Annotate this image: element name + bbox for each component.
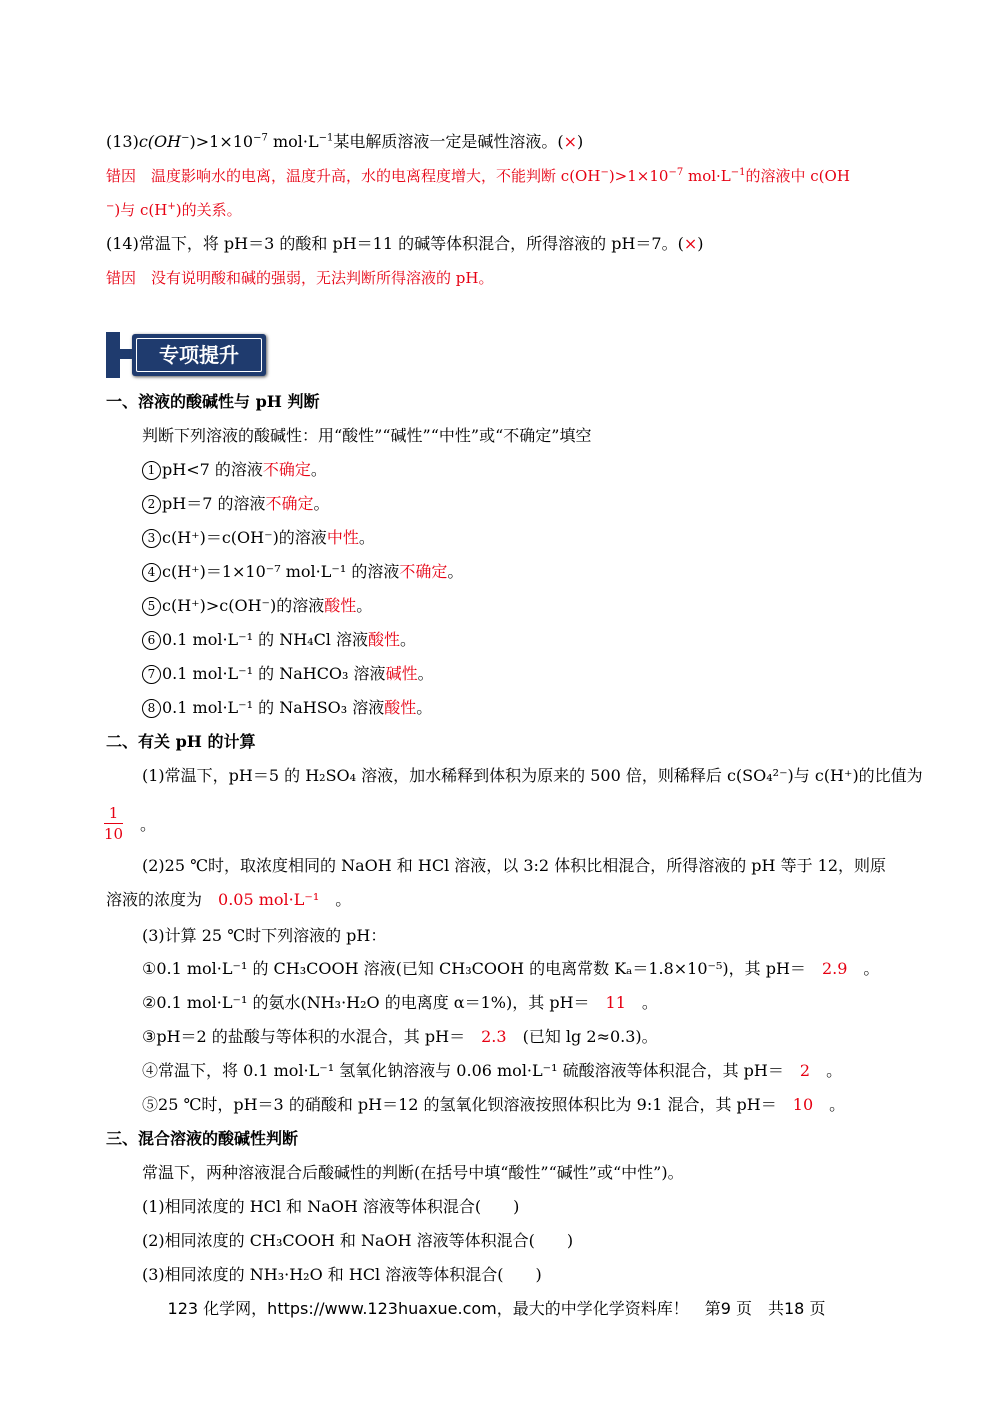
section-header-title: 专项提升 [136,338,262,372]
answer: 0.05 mol·L⁻¹ [218,890,320,909]
answer: 不确定 [399,562,448,581]
item-14-statement: (14)常温下，将 pH＝3 的酸和 pH＝11 的碱等体积混合，所得溶液的 pH＝7。(×) [106,234,704,253]
judge-item-1: 1 pH<7 的溶液不确定。 [142,459,327,481]
calc-problem-1: (1)常温下，pH＝5 的 H₂SO₄ 溶液，加水稀释到体积为原来的 500 倍，则稀释后 c(SO₄²⁻)与 c(H⁺)的比值为 [142,766,923,785]
judge-item-5: 5 c(H⁺)>c(OH⁻)的溶液酸性。 [142,595,372,617]
answer-fraction: $\frac{1}{10}$ [104,804,124,843]
calc-problem-1-end: 。 [140,815,157,834]
section-1-title: 一、溶液的酸碱性与 pH 判断 [106,392,320,411]
item-13-error-reason-cont: −)与 c(H+)的关系。 [106,201,242,219]
answer: 11 [605,993,626,1012]
judge-item-8: 8 0.1 mol·L⁻¹ 的 NaHSO₃ 溶液酸性。 [142,697,432,719]
calc-problem-2: (2)25 ℃时，取浓度相同的 NaOH 和 HCl 溶液，以 3:2 体积比相混合，所得溶液的 pH 等于 12，则原 [142,856,887,875]
wrong-mark: × [563,132,577,151]
judge-item-6: 6 0.1 mol·L⁻¹ 的 NH₄Cl 溶液酸性。 [142,629,416,651]
answer: 不确定 [265,494,314,513]
calc-problem-2-cont: 溶液的浓度为 0.05 mol·L⁻¹ 。 [106,890,352,909]
page-footer: 123 化学网，https://www.123huaxue.com，最大的中学化学资料库！ 第9 页 共18 页 [167,1299,826,1318]
mix-item-1: (1)相同浓度的 HCl 和 NaOH 溶液等体积混合( ) [142,1197,520,1216]
item-13-error-reason: 错因 温度影响水的电离，温度升高，水的电离程度增大，不能判断 $c(OH^-)>1\times 10^{-7}$ $mol\cdot L^{-1}$的溶液中 c(OH [106,167,850,185]
answer: 酸性 [324,596,357,615]
answer: 酸性 [384,698,417,717]
calc-item-5: ⑤25 ℃时，pH＝3 的硝酸和 pH＝12 的氢氧化钡溶液按照体积比为 9:1 混合，其 pH＝ 10 。 [142,1095,846,1114]
section-3-title: 三、混合溶液的酸碱性判断 [106,1129,299,1148]
answer: 2.3 [481,1027,507,1046]
wrong-mark: × [683,234,698,253]
item-14-error-reason: 错因 没有说明酸和碱的强弱，无法判断所得溶液的 pH。 [106,269,494,287]
calc-item-4: ④常温下，将 0.1 mol·L⁻¹ 氢氧化钠溶液与 0.06 mol·L⁻¹ 硫酸溶液等体积混合，其 pH＝ 2 。 [142,1061,843,1080]
judge-item-4: 4 c(H⁺)＝1×10⁻⁷ mol·L⁻¹ 的溶液不确定。 [142,561,463,583]
answer: 碱性 [385,664,418,683]
answer: 酸性 [368,630,401,649]
mix-item-3: (3)相同浓度的 NH₃·H₂O 和 HCl 溶液等体积混合( ) [142,1265,542,1284]
judge-item-3: 3 c(H⁺)＝c(OH⁻)的溶液中性。 [142,527,375,549]
answer: 中性 [326,528,359,547]
answer: 不确定 [262,460,311,479]
mix-item-2: (2)相同浓度的 CH₃COOH 和 NaOH 溶液等体积混合( ) [142,1231,574,1250]
item-13-statement: $(13)c(OH^-)>1\times 10^{-7}$ $mol\cdot L^{-1}$某电解质溶液一定是碱性溶液。(×) [106,132,584,151]
judge-item-7: 7 0.1 mol·L⁻¹ 的 NaHCO₃ 溶液碱性。 [142,663,434,685]
section-1-intro: 判断下列溶液的酸碱性：用“酸性”“碱性”“中性”或“不确定”填空 [142,426,592,445]
calc-item-2: ②0.1 mol·L⁻¹ 的氨水(NH₃·H₂O 的电离度 α＝1%)，其 pH＝ 11 。 [142,993,658,1012]
answer: 2.9 [821,959,848,978]
section-header-badge [106,332,266,378]
calc-problem-3: (3)计算 25 ℃时下列溶液的 pH： [142,926,387,945]
judge-item-2: 2 pH＝7 的溶液不确定。 [142,493,330,515]
calc-item-1: ①0.1 mol·L⁻¹ 的 CH₃COOH 溶液(已知 CH₃COOH 的电离常数 Kₐ＝1.8×10⁻⁵)，其 pH＝ 2.9 。 [142,959,880,978]
answer: 2 [799,1061,811,1080]
answer: 10 [792,1095,814,1114]
section-3-intro: 常温下，两种溶液混合后酸碱性的判断(在括号中填“酸性”“碱性”或“中性”)。 [142,1163,684,1182]
section-2-title: 二、有关 pH 的计算 [106,732,256,751]
calc-item-3: ③pH＝2 的盐酸与等体积的水混合，其 pH＝ 2.3 (已知 lg 2≈0.3)。 [142,1027,658,1046]
